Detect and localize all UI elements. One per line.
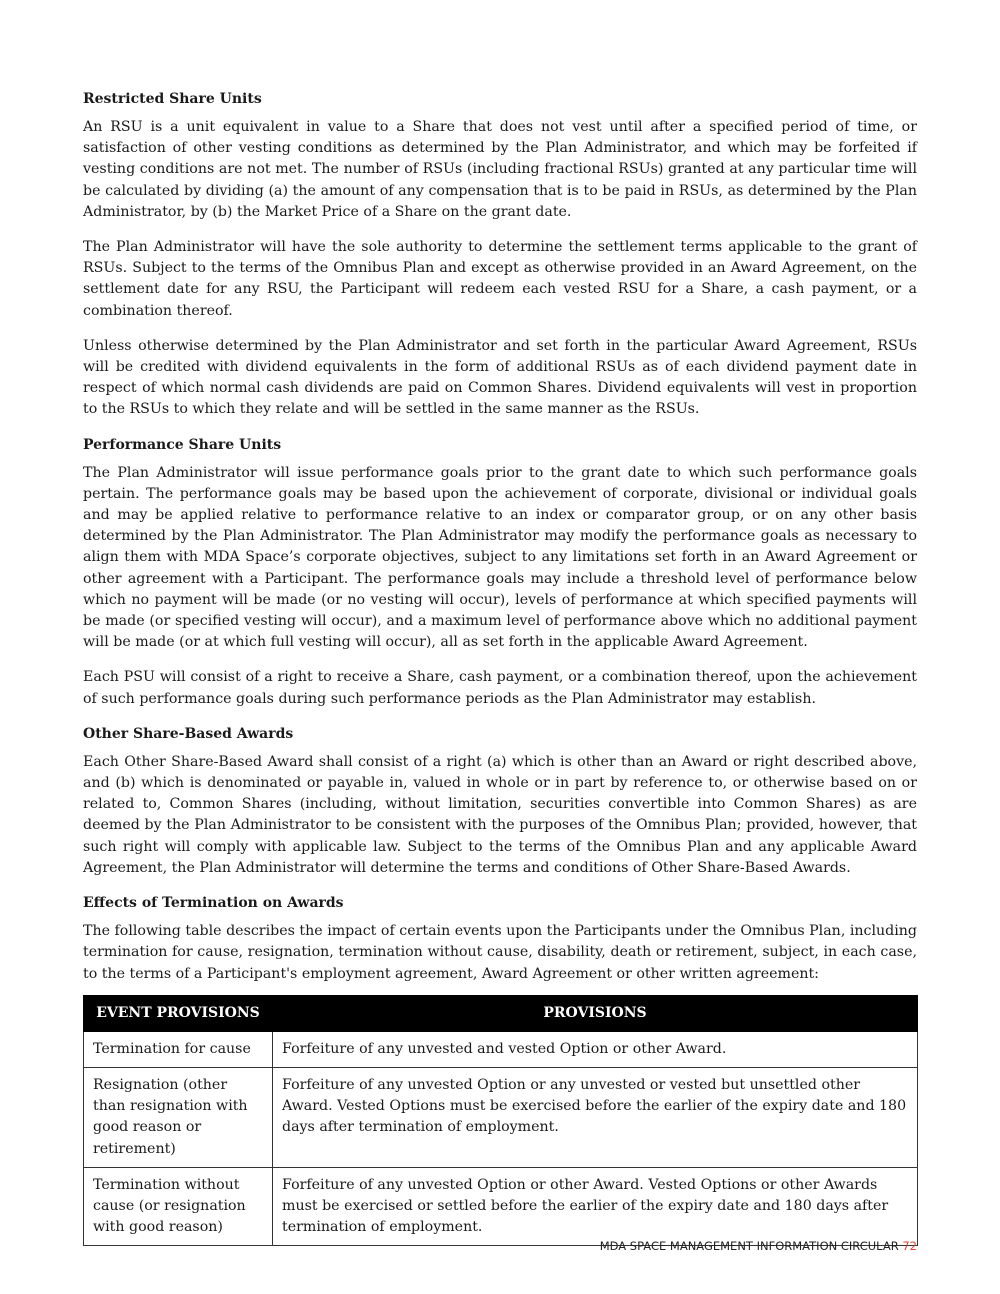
paragraph: Each Other Share-Based Award shall consist of a right (a) which is other than an Award or right described above, and (b) which is denominated or payable in, valued in whole or in part by reference to, or otherwise based on or related to, Common Shares (including, without limitation, securities convertible into Common Shares) as are deemed by the Plan Administrator to be consistent with the purposes of the Omnibus Plan; provided, however, that such right will comply with applicable law. Subject to the terms of the Omnibus Plan and any applicable Award Agreement, the Plan Administrator will determine the terms and conditions of Other Share-Based Awards. bbox=[83, 753, 917, 876]
section-performance-share-units bbox=[83, 435, 917, 710]
section-heading: Performance Share Units bbox=[83, 436, 282, 453]
paragraph: The Plan Administrator will have the sole authority to determine the settlement terms applicable to the grant of RSUs. Subject to the terms of the Omnibus Plan and except as otherwise provided in an Award Agreement, on the settlement date for any RSU, the Participant will redeem each vested RSU for a Share, a cash payment, or a combination thereof. bbox=[83, 239, 917, 319]
section-other-share-based-awards bbox=[83, 724, 917, 879]
provision-cell: Forfeiture of any unvested Option or other Award. Vested Options or other Awards must be exercised or settled before the earlier of the expiry date and 180 days after termination of employment. bbox=[273, 1167, 918, 1246]
column-header-event: EVENT PROVISIONS bbox=[84, 995, 273, 1031]
termination-effects-table bbox=[83, 995, 918, 1247]
table-header-row bbox=[84, 995, 918, 1031]
table-row bbox=[84, 1031, 918, 1067]
document-body bbox=[83, 89, 917, 1246]
section-restricted-share-units bbox=[83, 89, 917, 421]
table-row bbox=[84, 1067, 918, 1167]
event-cell: Termination without cause (or resignation with good reason) bbox=[84, 1167, 273, 1246]
page-footer bbox=[600, 1239, 917, 1253]
section-heading: Restricted Share Units bbox=[83, 91, 262, 107]
page-number: 72 bbox=[902, 1239, 917, 1253]
paragraph: Unless otherwise determined by the Plan Administrator and set forth in the particular Award Agreement, RSUs will be credited with dividend equivalents in the form of additional RSUs as of each dividend payment date in respect of which normal cash dividends are paid on Common Shares. Dividend equivalents will vest in proportion to the RSUs to which they relate and will be settled in the same manner as the RSUs. bbox=[83, 337, 917, 418]
section-heading: Effects of Termination on Awards bbox=[83, 895, 344, 912]
paragraph: An RSU is a unit equivalent in value to a Share that does not vest until after a specified period of time, or satisfaction of other vesting conditions as determined by the Plan Administrator, and which may be forfeited if vesting conditions are not met. The number of RSUs (including fractional RSUs) granted at any particular time will be calculated by dividing (a) the amount of any compensation that is to be paid in RSUs, as determined by the Plan Administrator, by (b) the Market Price of a Share on the grant date. bbox=[83, 119, 917, 220]
event-cell: Resignation (other than resignation with good reason or retirement) bbox=[84, 1067, 273, 1167]
section-effects-of-termination bbox=[83, 893, 917, 985]
provision-cell: Forfeiture of any unvested and vested Option or other Award. bbox=[273, 1031, 918, 1067]
column-header-provisions: PROVISIONS bbox=[273, 995, 918, 1031]
section-heading: Other Share-Based Awards bbox=[83, 725, 294, 742]
event-cell: Termination for cause bbox=[84, 1031, 273, 1067]
footer-label: MDA SPACE MANAGEMENT INFORMATION CIRCULAR bbox=[599, 1239, 899, 1253]
provision-cell: Forfeiture of any unvested Option or any unvested or vested but unsettled other Award. Vested Options must be exercised before the earlier of the expiry date and 180 days after termination of employment. bbox=[273, 1067, 918, 1167]
paragraph: Each PSU will consist of a right to receive a Share, cash payment, or a combination thereof, upon the achievement of such performance goals during such performance periods as the Plan Administrator may establish. bbox=[83, 669, 917, 707]
paragraph: The following table describes the impact of certain events upon the Participants under the Omnibus Plan, including termination for cause, resignation, termination without cause, disability, death or retirement, subject, in each case, to the terms of a Participant's employment agreement, Award Agreement or other written agreement: bbox=[83, 923, 917, 982]
paragraph: The Plan Administrator will issue performance goals prior to the grant date to which such performance goals pertain. The performance goals may be based upon the achievement of corporate, divisional or individual goals and may be applied relative to performance relative to an index or comparator group, or on any other basis determined by the Plan Administrator. The Plan Administrator may modify the performance goals as necessary to align them with MDA Space’s corporate objectives, subject to any limitations set forth in an Award Agreement or other agreement with a Participant. The performance goals may include a threshold level of performance below which no payment will be made (or no vesting will occur), levels of performance at which specified payments will be made (or specified vesting will occur), and a maximum level of performance above which no additional payment will be made (or at which full vesting will occur), all as set forth in the applicable Award Agreement. bbox=[83, 464, 917, 651]
table-row bbox=[84, 1167, 918, 1246]
